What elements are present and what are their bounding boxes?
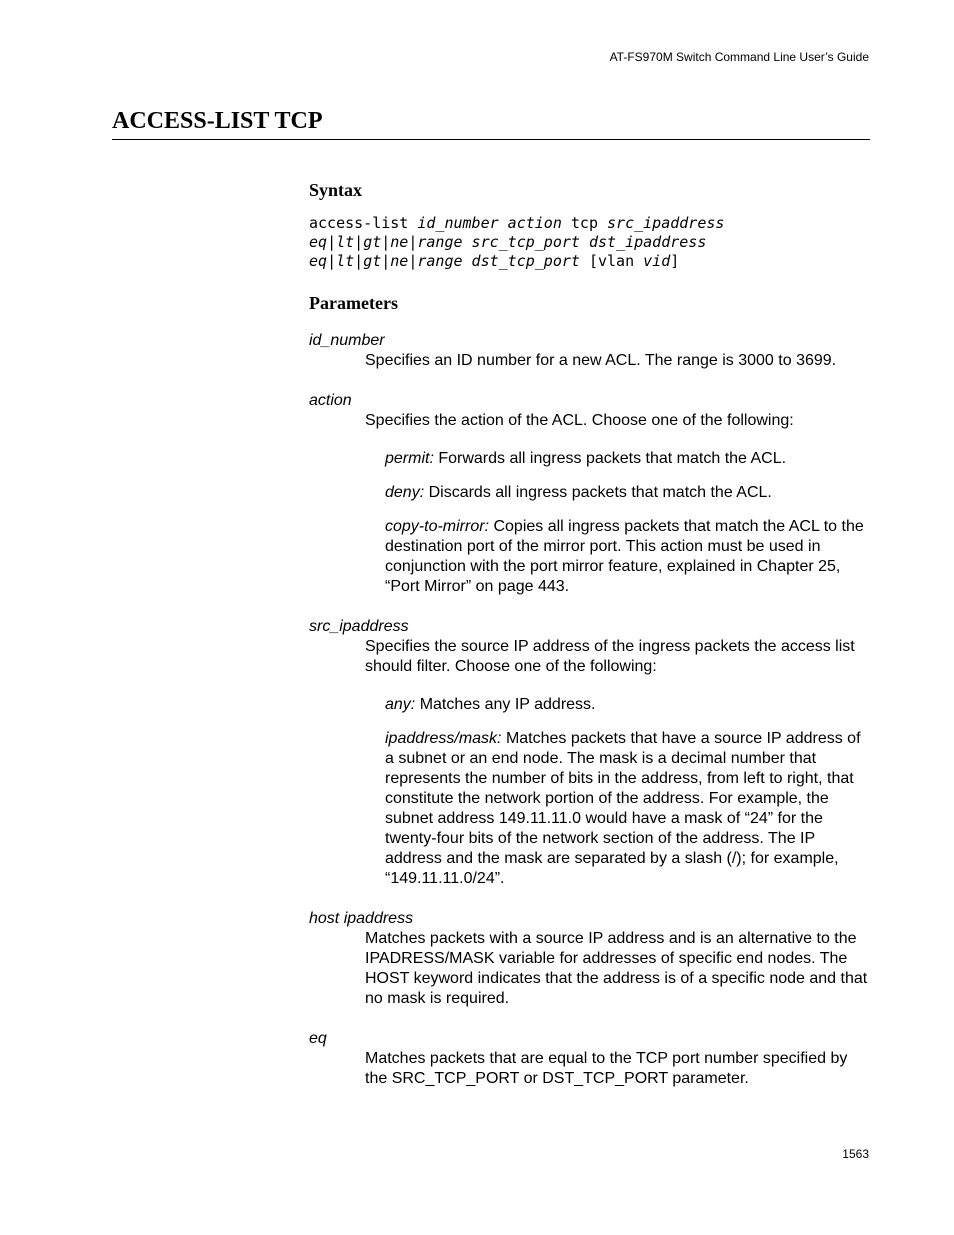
syntax-token: |	[381, 233, 391, 251]
option-text: Copies all ingress packets that match the ACL to the destination port of the mirror port. This action must be used in conjunction with the port mirror feature, explained in Chapter 25, “Port Mirror” on page 443.	[385, 518, 864, 595]
parameter-item	[309, 391, 870, 597]
option-text: Matches any IP address.	[415, 696, 596, 713]
option-name: deny:	[385, 484, 425, 501]
syntax-token: access-list	[309, 214, 418, 232]
syntax-token: eq	[309, 233, 328, 251]
syntax-token: tcp	[561, 214, 608, 232]
option-text: Discards all ingress packets that match the ACL.	[424, 484, 772, 501]
option-text: Matches packets that have a source IP address of a subnet or an end node. The mask is a decimal number that represents the number of bits in the address, from left to right, that constitute the network portion of the address. For example, the subnet address 149.11.11.0 would have a mask of “24” for the twenty-four bits of the network section of the address. The IP address and the mask are separated by a slash (/); for example, “149.11.11.0/24”.	[385, 730, 861, 887]
parameter-name: action	[309, 392, 352, 409]
syntax-token: eq	[309, 252, 328, 270]
parameter-description: Matches packets with a source IP address and is an alternative to the IPADRESS/MASK variable for addresses of specific end nodes. The HOST keyword indicates that the address is of a specific node and that no mask is required.	[365, 930, 868, 1007]
page-number: 1563	[842, 1147, 869, 1161]
syntax-token: id_number action	[417, 214, 562, 232]
parameter-option	[385, 695, 870, 715]
syntax-token: |	[354, 233, 364, 251]
syntax-token: range src_tcp_port dst_ipaddress	[417, 233, 707, 251]
parameter-option	[385, 729, 870, 889]
option-name: ipaddress/mask:	[385, 730, 502, 747]
syntax-token: gt	[363, 233, 382, 251]
option-name: any:	[385, 696, 416, 713]
syntax-token: [vlan	[579, 252, 644, 270]
syntax-token: src_ipaddress	[607, 214, 725, 232]
parameter-name: eq	[309, 1030, 327, 1047]
parameter-description: Matches packets that are equal to the TCP port number specified by the SRC_TCP_PORT or DST_TCP_PORT parameter.	[365, 1050, 848, 1087]
parameter-option	[385, 517, 870, 597]
syntax-line-3	[309, 252, 870, 271]
parameter-item	[309, 331, 870, 371]
parameter-name: id_number	[309, 332, 385, 349]
syntax-token: ]	[670, 252, 680, 270]
syntax-token: ne	[390, 252, 409, 270]
syntax-heading: Syntax	[309, 180, 363, 200]
parameter-description: Specifies an ID number for a new ACL. The range is 3000 to 3699.	[365, 352, 837, 369]
parameter-item	[309, 909, 870, 1009]
syntax-token: |	[381, 252, 391, 270]
syntax-token: ne	[390, 233, 409, 251]
option-name: copy-to-mirror:	[385, 518, 490, 535]
option-text: Forwards all ingress packets that match the ACL.	[433, 450, 787, 467]
syntax-token: gt	[363, 252, 382, 270]
running-header: AT-FS970M Switch Command Line User’s Guide	[609, 50, 869, 64]
parameter-option	[385, 449, 870, 469]
syntax-block	[309, 214, 870, 271]
syntax-token: |	[327, 233, 337, 251]
page-title: ACCESS-LIST TCP	[112, 107, 870, 140]
parameter-list	[309, 331, 870, 1089]
syntax-token: range dst_tcp_port	[417, 252, 580, 270]
syntax-token: |	[408, 252, 418, 270]
parameter-name: host ipaddress	[309, 910, 414, 927]
parameter-option	[385, 483, 870, 503]
option-name: permit:	[385, 450, 434, 467]
syntax-token: |	[354, 252, 364, 270]
syntax-token: lt	[336, 233, 355, 251]
syntax-token: lt	[336, 252, 355, 270]
main-content	[309, 178, 870, 1089]
parameters-heading: Parameters	[309, 293, 398, 313]
parameter-description: Specifies the action of the ACL. Choose one of the following:	[365, 412, 794, 429]
syntax-token: vid	[643, 252, 671, 270]
parameter-item	[309, 1029, 870, 1089]
parameter-item	[309, 617, 870, 889]
syntax-token: |	[408, 233, 418, 251]
syntax-token: |	[327, 252, 337, 270]
syntax-line-2	[309, 233, 870, 252]
parameter-description: Specifies the source IP address of the ingress packets the access list should filter. Choose one of the following:	[365, 638, 855, 675]
parameter-name: src_ipaddress	[309, 618, 409, 635]
syntax-line-1	[309, 214, 870, 233]
